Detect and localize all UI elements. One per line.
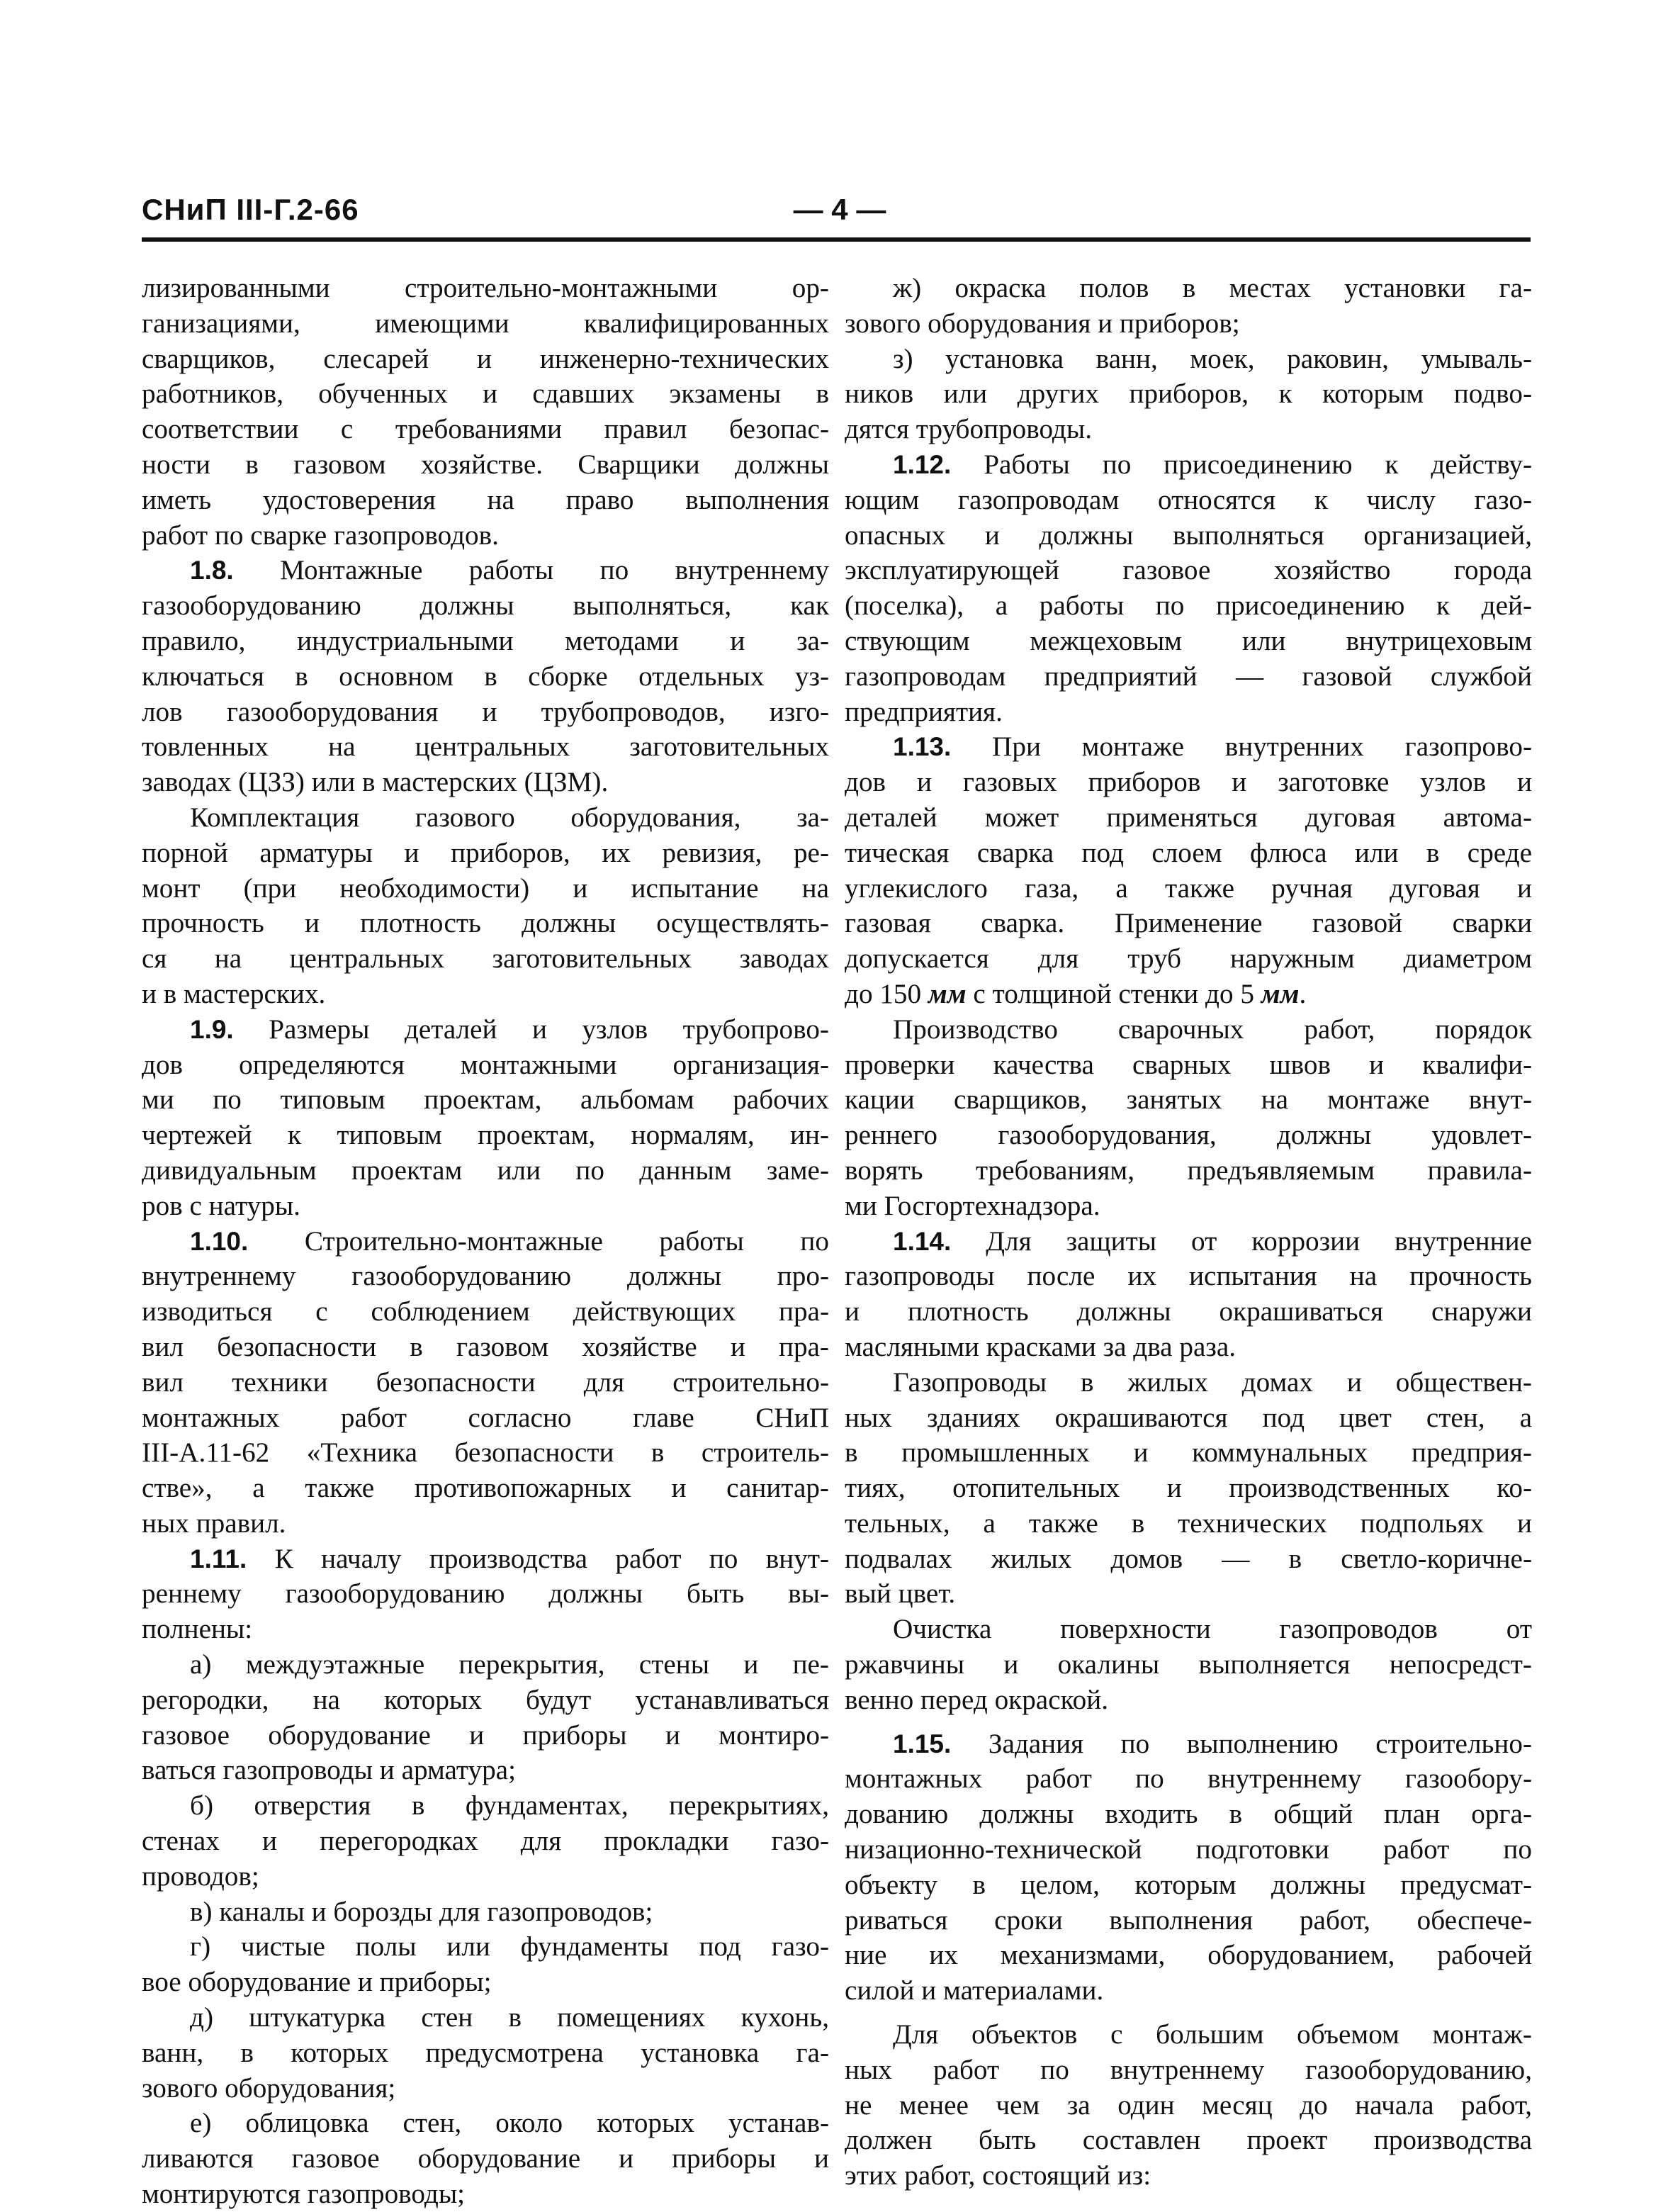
text-line: подвалах жилых домов — в светло-коричне- <box>845 1543 1532 1574</box>
text-line: масляными красками за два раза. <box>845 1331 1237 1362</box>
list-item-z <box>845 342 1532 447</box>
text-line: прочность и плотность должны осуществлять- <box>142 908 829 939</box>
text-line: кации сварщиков, занятых на монтаже внут- <box>845 1084 1532 1116</box>
text-line: зового оборудования и приборов; <box>845 308 1240 339</box>
text-line: Для защиты от коррозии внутренние <box>986 1225 1532 1257</box>
text-line: лизированными строительно-монтажными ор- <box>142 273 829 303</box>
text-line: ных зданиях окрашиваются под цвет стен, а <box>845 1402 1532 1433</box>
header-rule <box>142 237 1531 242</box>
text-line: (поселка), а работы по присоединению к дей- <box>845 590 1532 622</box>
text-fragment: . <box>1299 978 1307 1009</box>
list-item-a <box>142 1647 829 1788</box>
text-line: опасных и должны выполняться организацией, <box>845 520 1532 551</box>
text-line: ся на центральных заготовительных заводах <box>142 943 829 975</box>
text-line: монтажных работ согласно главе СНиП <box>142 1402 829 1433</box>
text-line: К началу производства работ по внут- <box>274 1543 829 1574</box>
unit-mm: мм <box>1261 978 1300 1009</box>
text-line: низационно-технической подготовки работ по <box>845 1834 1532 1865</box>
unit-mm: мм <box>928 978 967 1009</box>
text-line: е) облицовка стен, около которых устанав- <box>190 2108 829 2139</box>
text-line: не менее чем за один месяц до начала работ, <box>845 2089 1532 2121</box>
paragraph-gazoprovody <box>845 1365 1532 1612</box>
section-number: 1.14. <box>893 1226 952 1256</box>
text-line: заводах (ЦЗЗ) или в мастерских (ЦЗМ). <box>142 767 609 798</box>
text-line: проверки качества сварных швов и квалифи- <box>845 1049 1532 1080</box>
text-line: ржавчины и окалины выполняется непосредст- <box>845 1649 1532 1680</box>
text-line: в) каналы и борозды для газопроводов; <box>190 1896 653 1927</box>
text-line: реннего газооборудования, должны удовлет- <box>845 1120 1532 1151</box>
text-line: вил безопасности в газовом хозяйстве и пра- <box>142 1331 829 1362</box>
document-code: СНиП III-Г.2-66 <box>142 193 359 226</box>
text-line: тельных, а также в технических подпольях и <box>845 1508 1532 1539</box>
text-line: вил техники безопасности для строительно- <box>142 1366 829 1398</box>
text-line: порной арматуры и приборов, их ревизия, ре- <box>142 837 829 868</box>
paragraph-obekty <box>845 2017 1532 2194</box>
text-line: Размеры деталей и узлов трубопрово- <box>269 1014 829 1045</box>
text-line: Для объектов с большим объемом монтаж- <box>893 2019 1532 2050</box>
text-line: эксплуатирующей газовое хозяйство города <box>845 555 1532 586</box>
text-line: Строительно-монтажные работы по <box>304 1225 829 1257</box>
text-line: ров с натуры. <box>142 1190 300 1221</box>
text-line: правило, индустриальными методами и за- <box>142 625 829 656</box>
text-line: ваться газопроводы и арматура; <box>142 1755 516 1786</box>
list-item-b <box>142 1788 829 1894</box>
text-line: соответствии с требованиями правил безопас- <box>142 414 829 445</box>
section-number: 1.9. <box>190 1014 234 1044</box>
text-line: внутреннему газооборудованию должны про- <box>142 1261 829 1292</box>
text-line: ворять требованиям, предъявляемым правила- <box>845 1155 1532 1186</box>
text-line: иметь удостоверения на право выполнения <box>142 484 829 515</box>
text-line: ганизациями, имеющими квалифицированных <box>142 308 829 339</box>
text-line: ми по типовым проектам, альбомам рабочих <box>142 1084 829 1116</box>
text-line: Задания по выполнению строительно- <box>988 1728 1532 1759</box>
text-line: ности в газовом хозяйстве. Сварщики должны <box>142 449 829 480</box>
paragraph-komplektaciya <box>142 800 829 1012</box>
text-line: газовое оборудование и приборы и монтиро- <box>142 1719 829 1751</box>
section-number: 1.12. <box>893 449 952 479</box>
list-item-e <box>142 2106 829 2211</box>
text-line: III-А.11-62 «Техника безопасности в строитель- <box>142 1437 829 1469</box>
text-line: углекислого газа, а также ручная дуговая и <box>845 872 1532 904</box>
text-line: Работы по присоединению к действу- <box>984 449 1532 480</box>
text-line: сварщиков, слесарей и инженерно-технических <box>142 343 829 374</box>
text-line: реннему газооборудованию должны быть вы- <box>142 1578 829 1610</box>
text-line: силой и материалами. <box>845 1975 1104 2006</box>
section-number: 1.15. <box>893 1729 952 1758</box>
text-fragment: с толщиной стенки до 5 <box>966 978 1261 1009</box>
text-fragment: до 150 <box>845 978 928 1009</box>
text-line: монтажных работ по внутреннему газообору- <box>845 1763 1532 1795</box>
text-line: зового оборудования; <box>142 2072 396 2104</box>
text-line: лов газооборудования и трубопроводов, изго- <box>142 696 829 727</box>
text-line: газопроводам предприятий — газовой службой <box>845 661 1532 692</box>
text-line: ключаться в основном в сборке отдельных уз- <box>142 661 829 692</box>
text-line: товленных на центральных заготовительных <box>142 731 829 763</box>
paragraph-proizvodstvo <box>845 1012 1532 1224</box>
text-line: деталей может применяться дуговая автома- <box>845 802 1532 833</box>
page-header <box>142 193 1531 235</box>
text-line: ми Госгортехнадзора. <box>845 1190 1100 1221</box>
text-line: этих работ, состоящий из: <box>845 2160 1151 2191</box>
right-column <box>845 271 1532 2194</box>
text-line: в промышленных и коммунальных предприя- <box>845 1437 1532 1469</box>
text-line: Газопроводы в жилых домах и обществен- <box>893 1366 1532 1398</box>
text-line: предприятия. <box>845 696 1003 727</box>
list-item-g <box>142 1929 829 2000</box>
text-line: дов определяются монтажными организация- <box>142 1049 829 1080</box>
text-line: ющим газопроводам относятся к числу газо- <box>845 484 1532 515</box>
text-line: монт (при необходимости) и испытание на <box>142 872 829 904</box>
section-1-15 <box>845 1727 1532 2009</box>
text-line: ванн, в которых предусмотрена установка га- <box>142 2037 829 2068</box>
text-line: вый цвет. <box>845 1578 956 1610</box>
text-line: Очистка поверхности газопроводов от <box>893 1614 1532 1645</box>
section-1-12 <box>845 447 1532 729</box>
text-line: газопроводы после их испытания на прочность <box>845 1261 1532 1292</box>
section-1-13 <box>845 729 1532 1011</box>
text-line: ж) окраска полов в местах установки га- <box>893 273 1532 303</box>
list-item-v <box>142 1894 829 1930</box>
text-line: должен быть составлен проект производства <box>845 2125 1532 2156</box>
text-line: дованию должны входить в общий план орга- <box>845 1799 1532 1830</box>
text-line: ливаются газовое оборудование и приборы и <box>142 2143 829 2174</box>
section-number: 1.8. <box>190 556 234 585</box>
text-line: газовая сварка. Применение газовой сварки <box>845 908 1532 939</box>
text-line: ных правил. <box>142 1508 286 1539</box>
section-number: 1.10. <box>190 1226 249 1256</box>
text-line: проводов; <box>142 1860 259 1892</box>
text-line: з) установка ванн, моек, раковин, умываль- <box>893 343 1532 374</box>
text-line: г) чистые полы или фундаменты под газо- <box>190 1931 829 1963</box>
text-line: риваться сроки выполнения работ, обеспече- <box>845 1904 1532 1936</box>
paragraph-ochistka <box>845 1612 1532 1717</box>
section-1-11 <box>142 1542 829 1647</box>
text-line <box>845 977 1532 1012</box>
text-line: ние их механизмами, оборудованием, рабочей <box>845 1940 1532 1971</box>
text-line: венно перед окраской. <box>845 1684 1108 1715</box>
text-line: стенах и перегородках для прокладки газо- <box>142 1826 829 1857</box>
list-item-zh <box>845 271 1532 342</box>
text-line: регородки, на которых будут устанавливаться <box>142 1684 829 1715</box>
text-line: ников или других приборов, к которым подво- <box>845 378 1532 410</box>
text-line: стве», а также противопожарных и санитар- <box>142 1473 829 1504</box>
text-line: а) междуэтажные перекрытия, стены и пе- <box>190 1649 829 1680</box>
left-column <box>142 271 829 2212</box>
text-line: дивидуальным проектам или по данным заме- <box>142 1155 829 1186</box>
text-line: газооборудованию должны выполняться, как <box>142 590 829 622</box>
text-line: тическая сварка под слоем флюса или в среде <box>845 837 1532 868</box>
text-line: полнены: <box>142 1614 253 1645</box>
text-line: изводиться с соблюдением действующих пра- <box>142 1296 829 1327</box>
text-line: вое оборудование и приборы; <box>142 1967 492 1998</box>
text-line: допускается для труб наружным диаметром <box>845 943 1532 975</box>
section-1-8 <box>142 553 829 800</box>
section-number: 1.11. <box>190 1544 247 1573</box>
section-1-14 <box>845 1224 1532 1365</box>
text-line: д) штукатурка стен в помещениях кухонь, <box>190 2002 829 2033</box>
text-line: Комплектация газового оборудования, за- <box>190 802 829 833</box>
section-1-9 <box>142 1012 829 1224</box>
text-line: чертежей к типовым проектам, нормалям, ин- <box>142 1120 829 1151</box>
text-line: тиях, отопительных и производственных ко- <box>845 1473 1532 1504</box>
text-line: ных работ по внутреннему газооборудованию, <box>845 2054 1532 2085</box>
text-line: дятся трубопроводы. <box>845 414 1092 445</box>
text-line: работников, обученных и сдавших экзамены в <box>142 378 829 410</box>
paragraph-continuation <box>142 271 829 553</box>
text-line: Производство сварочных работ, порядок <box>893 1014 1532 1045</box>
text-line: Монтажные работы по внутреннему <box>280 555 830 586</box>
text-line: дов и газовых приборов и заготовке узлов и <box>845 767 1532 798</box>
text-line: и в мастерских. <box>142 978 326 1009</box>
text-line: и плотность должны окрашиваться снаружи <box>845 1296 1532 1327</box>
section-number: 1.13. <box>893 732 952 762</box>
text-line: При монтаже внутренних газопрово- <box>992 731 1532 763</box>
list-item-d <box>142 2000 829 2106</box>
text-line: ствующим межцеховым или внутрицеховым <box>845 625 1532 656</box>
page-number: — 4 — <box>793 193 886 226</box>
text-line: объекту в целом, которым должны предусмат- <box>845 1869 1532 1900</box>
text-line: монтируются газопроводы; <box>142 2179 466 2210</box>
text-line: б) отверстия в фундаментах, перекрытиях, <box>190 1790 829 1821</box>
section-1-10 <box>142 1224 829 1542</box>
text-line: работ по сварке газопроводов. <box>142 520 499 551</box>
